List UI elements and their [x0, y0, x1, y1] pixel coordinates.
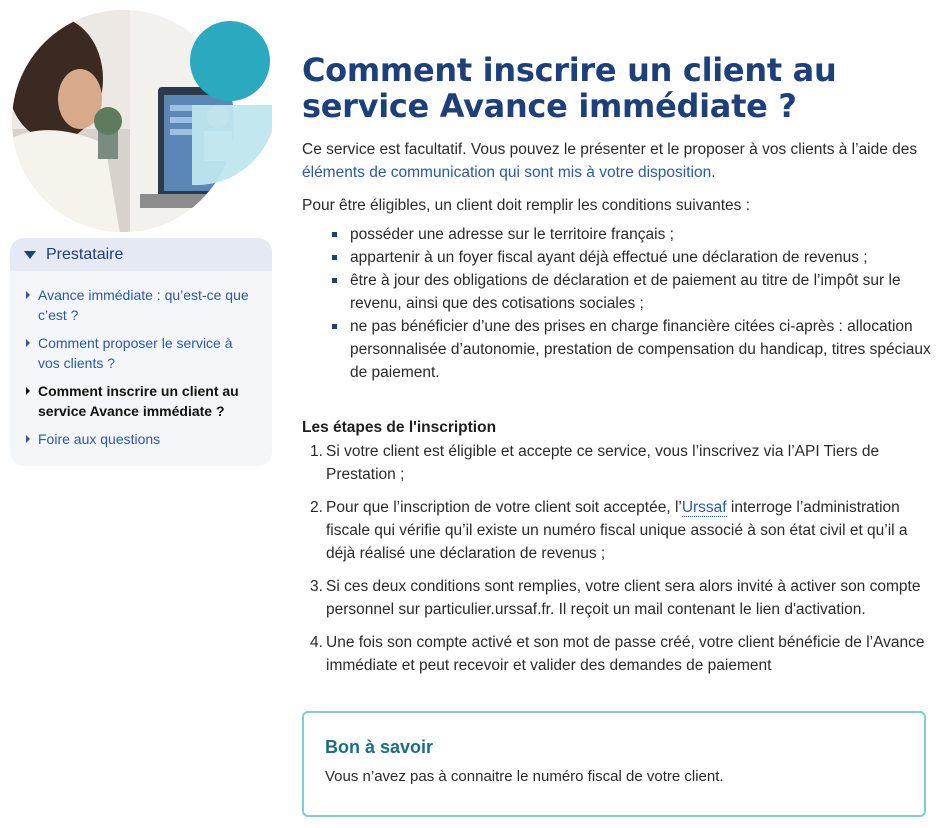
bullet-icon — [332, 278, 337, 283]
step-item — [302, 440, 932, 486]
sidebar-link[interactable]: Avance immédiate : qu’est-ce que c’est ? — [38, 287, 249, 323]
caret-right-icon — [26, 387, 30, 395]
sidebar-link-active[interactable]: Comment inscrire un client au service Avance immédiate ? — [38, 383, 239, 419]
condition-text: ne pas bénéficier d’une des prises en charge financière citées ci-après : allocation personnalisée d’autonomie, prestation de compensation du handicap, titres spéciaux de paiement. — [350, 318, 931, 381]
list-item — [332, 269, 932, 315]
caret-right-icon — [26, 291, 30, 299]
caret-right-icon — [26, 339, 30, 347]
steps-list — [302, 440, 932, 677]
step-item — [302, 496, 932, 565]
step-item — [302, 575, 932, 621]
urssaf-abbr-link[interactable]: Urssaf — [681, 499, 727, 516]
step-text-before: Pour que l’inscription de votre client soit acceptée, l’ — [326, 499, 682, 516]
intro-text: Ce service est facultatif. Vous pouvez le présenter et le proposer à vos clients à l’aide des — [302, 141, 918, 158]
condition-text: être à jour des obligations de déclaration et de paiement au titre de l’impôt sur le revenu, ainsi que des cotisations sociales ; — [350, 272, 901, 312]
sidebar-nav — [10, 238, 272, 466]
sidebar-item-faq — [26, 429, 254, 449]
list-item — [332, 223, 932, 246]
sidebar-item-inscrire-client — [26, 381, 254, 421]
info-callout — [302, 711, 926, 817]
step-number: 4. — [310, 634, 323, 651]
step-text-after: interroge l’administration fiscale qui vérifie qu’il existe un numéro fiscal unique associé à son état civil et qu’il a déjà réalisé une déclaration de revenus ; — [326, 499, 908, 562]
step-item — [302, 631, 932, 677]
step-text: Si ces deux conditions sont remplies, votre client sera alors invité à activer son compte personnel sur particulier.urssaf.fr. Il reçoit un mail contenant le lien d'activation. — [326, 578, 921, 618]
step-number: 1. — [310, 443, 323, 460]
sidebar-link[interactable]: Comment proposer le service à vos clients ? — [38, 335, 233, 371]
hero-illustration — [10, 9, 272, 234]
communication-elements-link[interactable]: éléments de communication qui sont mis à votre disposition — [302, 164, 712, 181]
intro-paragraph — [302, 138, 932, 184]
sidebar-item-avance-immediate — [26, 285, 254, 325]
condition-text: posséder une adresse sur le territoire français ; — [350, 226, 674, 243]
callout-text: Vous n’avez pas à connaitre le numéro fiscal de votre client. — [325, 768, 724, 785]
caret-right-icon — [26, 435, 30, 443]
condition-text: appartenir à un foyer fiscal ayant déjà effectué une déclaration de revenus ; — [350, 249, 868, 266]
sidebar-item-proposer-service — [26, 333, 254, 373]
bullet-icon — [332, 324, 337, 329]
steps-heading: Les étapes de l'inscription — [302, 419, 497, 436]
caret-down-icon — [24, 251, 36, 259]
step-text: Une fois son compte activé et son mot de passe créé, votre client bénéficie de l’Avance immédiate et peut recevoir et valider des demandes de paiement — [326, 634, 925, 674]
list-item — [332, 315, 932, 384]
sidebar-link[interactable]: Foire aux questions — [38, 431, 161, 447]
conditions-list — [302, 223, 932, 384]
page-title: Comment inscrire un client au service Avance immédiate ? — [302, 51, 837, 125]
sidebar-list — [10, 271, 272, 449]
step-number: 2. — [310, 499, 323, 516]
step-text: Si votre client est éligible et accepte ce service, vous l’inscrivez via l’API Tiers de Prestation ; — [326, 443, 880, 483]
main-content — [302, 52, 932, 687]
intro-end: . — [711, 164, 716, 181]
sidebar-heading: Prestataire — [46, 245, 124, 263]
list-item — [332, 246, 932, 269]
callout-title: Bon à savoir — [325, 737, 434, 757]
bullet-icon — [332, 255, 337, 260]
sidebar-heading-toggle[interactable] — [10, 238, 272, 271]
bullet-icon — [332, 232, 337, 237]
step-number: 3. — [310, 578, 323, 595]
conditions-intro: Pour être éligibles, un client doit remplir les conditions suivantes : — [302, 197, 751, 214]
